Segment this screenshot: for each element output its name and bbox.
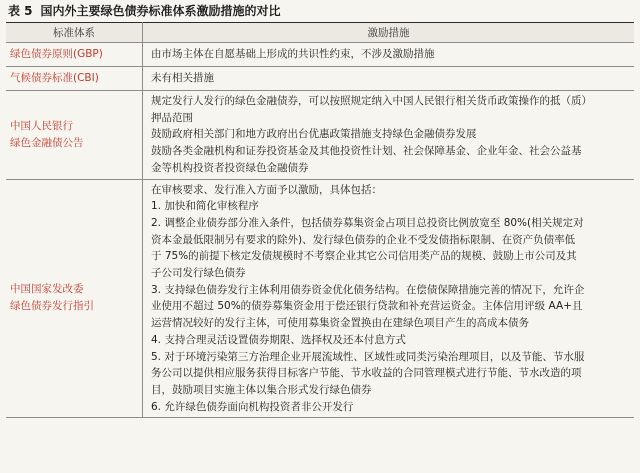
system-cell bbox=[6, 91, 143, 180]
measure-line: 金等机构投资者投资绿色金融债券 bbox=[151, 161, 309, 174]
measure-line: 1. 加快和简化审核程序 bbox=[151, 200, 259, 213]
measure-line: 于 75%的前提下核定发债规模时不考察企业其它公司信用类产品的规模、鼓励上市公司及其 bbox=[151, 250, 577, 263]
measure-line: 运营情况较好的发行主体，可使用募集资金置换由在建绿色项目产生的高成本债务 bbox=[151, 317, 529, 330]
table-header-row bbox=[6, 23, 634, 43]
header-system: 标准体系 bbox=[6, 23, 143, 43]
system-name-line: 中国国家发改委 bbox=[10, 283, 84, 296]
measure-line: 业使用不超过 50%的债券募集资金用于偿还银行贷款和补充营运资金。主体信用评级 AA+且 bbox=[151, 300, 583, 313]
system-name-line: 绿色债券发行指引 bbox=[10, 300, 94, 313]
measure-line: 鼓励政府相关部门和地方政府出台优惠政策措施支持绿色金融债券发展 bbox=[151, 128, 477, 141]
system-name-line: 绿色债券原则(GBP) bbox=[10, 48, 103, 60]
measure-line: 3. 支持绿色债券发行主体利用债券资金优化债务结构。在偿债保障措施完善的情况下，允许企 bbox=[151, 283, 585, 296]
table-body bbox=[6, 43, 634, 418]
system-name-line: 绿色金融债公告 bbox=[10, 136, 84, 149]
system-cell bbox=[6, 179, 143, 418]
measure-line: 目，鼓励项目实施主体以集合形式发行绿色债券 bbox=[151, 383, 372, 396]
measure-line: 5. 对于环境污染第三方治理企业开展流域性、区域性或同类污染治理项目，以及节能、节水服 bbox=[151, 350, 585, 363]
measure-line: 4. 支持合理灵活设置债券期限、选择权及还本付息方式 bbox=[151, 333, 406, 346]
measure-line: 押品范围 bbox=[151, 111, 193, 124]
measures-cell bbox=[143, 43, 635, 67]
table-caption bbox=[6, 0, 634, 22]
measures-cell bbox=[143, 91, 635, 180]
system-cell bbox=[6, 67, 143, 91]
table-number: 表 5 bbox=[8, 4, 33, 18]
measures-cell bbox=[143, 67, 635, 91]
system-cell bbox=[6, 43, 143, 67]
measure-line: 规定发行人发行的绿色金融债券，可以按照规定纳入中国人民银行相关货币政策操作的抵（质） bbox=[151, 95, 592, 107]
measures-cell bbox=[143, 179, 635, 418]
measure-line: 子公司发行绿色债券 bbox=[151, 267, 246, 280]
table-row bbox=[6, 179, 634, 418]
measure-line: 资本金最低限制另有要求的除外)、发行绿色债券的企业不受发债指标限制、在资产负债率低 bbox=[151, 233, 576, 246]
table-row bbox=[6, 67, 634, 91]
table-title: 国内外主要绿色债券标准体系激励措施的对比 bbox=[40, 4, 281, 18]
measure-line: 在审核要求、发行准入方面予以激励，具体包括： bbox=[151, 183, 382, 196]
system-name-line: 中国人民银行 bbox=[10, 119, 73, 132]
measure-line: 6. 允许绿色债券面向机构投资者非公开发行 bbox=[151, 400, 354, 413]
measure-line: 鼓励各类金融机构和证券投资基金及其他投资性计划、社会保障基金、企业年金、社会公益基 bbox=[151, 145, 582, 158]
measure-line: 2. 调整企业债券部分准入条件，包括债券募集资金占项目总投资比例放宽至 80%(相关规定对 bbox=[151, 216, 584, 229]
measure-line: 未有相关措施 bbox=[151, 72, 214, 85]
header-measures: 激励措施 bbox=[143, 23, 635, 43]
standards-comparison-table bbox=[6, 22, 634, 418]
system-name-line: 气候债券标准(CBI) bbox=[10, 72, 99, 84]
table-row bbox=[6, 43, 634, 67]
measure-line: 由市场主体在自愿基础上形成的共识性约束，不涉及激励措施 bbox=[151, 48, 435, 61]
table-row bbox=[6, 91, 634, 180]
measure-line: 务公司以提供相应服务获得目标客户节能、节水收益的合同管理模式进行节能、节水改造的项 bbox=[151, 367, 582, 380]
